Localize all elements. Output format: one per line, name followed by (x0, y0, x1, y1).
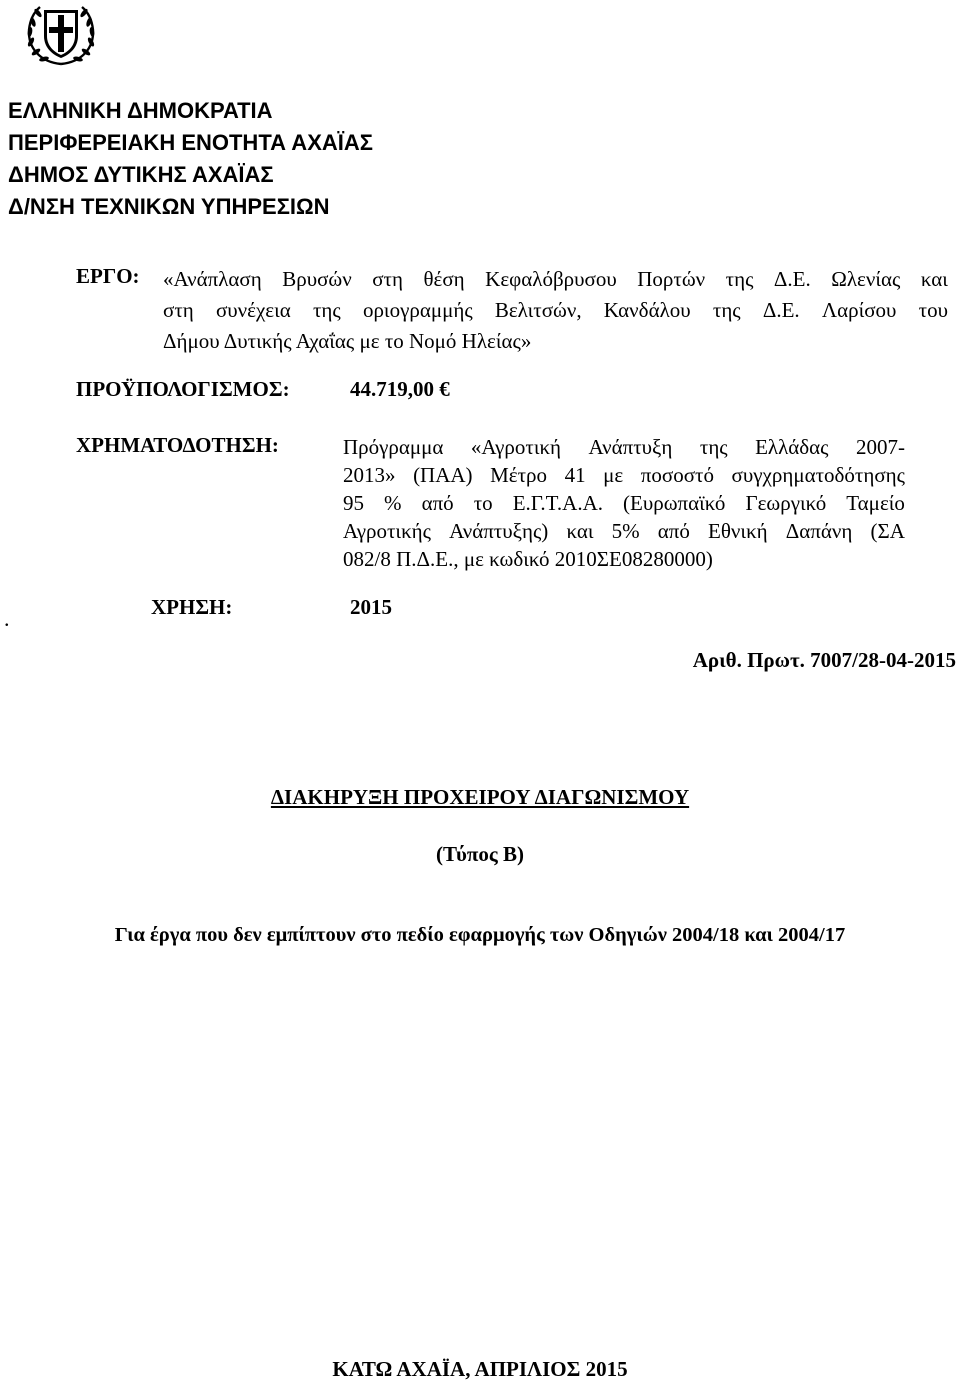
funding-line (343, 489, 905, 517)
word: Ανάπτυξης) (449, 519, 549, 543)
word: Ελλάδας (755, 435, 829, 459)
word: Εθνική (708, 519, 768, 543)
word: Πορτών (637, 267, 706, 291)
funding-line (343, 517, 905, 545)
word: 2007- (855, 435, 905, 459)
project-title (163, 264, 948, 357)
org-line-municipality: ΔΗΜΟΣ ΔΥΤΙΚΗΣ ΑΧΑΪΑΣ (8, 162, 274, 187)
project-line (163, 326, 948, 357)
word: Δ.Ε. (762, 298, 800, 322)
budget-value: 44.719,00 € (350, 377, 450, 401)
funding-line (343, 545, 905, 573)
word: Βελιτσών, (494, 298, 582, 322)
project-line (163, 264, 948, 295)
word: θέση (423, 267, 465, 291)
project-line-text: Δήμου Δυτικής Αχαΐας με το Νομό Ηλείας» (163, 329, 532, 353)
org-line-region: ΠΕΡΙΦΕΡΕΙΑΚΗ ΕΝΟΤΗΤΑ ΑΧΑΪΑΣ (8, 130, 373, 155)
project-label: ΕΡΓΟ: (76, 264, 140, 288)
word: οριογραμμής (362, 298, 473, 322)
word: και (566, 519, 594, 543)
place-date-footer: ΚΑΤΩ ΑΧΑΪΑ, ΑΠΡΙΛΙΟΣ 2015 (332, 1357, 628, 1381)
protocol-number: Αριθ. Πρωτ. 7007/28-04-2015 (692, 648, 956, 672)
word: στη (163, 298, 194, 322)
budget-label: ΠΡΟΫΠΟΛΟΓΙΣΜΟΣ: (76, 377, 290, 401)
word: στη (372, 267, 403, 291)
funding-line (343, 433, 905, 461)
word: (Ευρωπαϊκό (623, 491, 726, 515)
project-line (163, 295, 948, 326)
word: το (473, 491, 493, 515)
word: Βρυσών (282, 267, 352, 291)
word: (ΠΑΑ) (413, 463, 473, 487)
word: της (725, 267, 754, 291)
word: % (384, 491, 402, 515)
document-subtitle: (Τύπος Β) (436, 842, 524, 866)
word: Μέτρο (490, 463, 548, 487)
word: ποσοστό (640, 463, 714, 487)
word: Ταμείο (846, 491, 905, 515)
word: Ανάπτυξη (588, 435, 673, 459)
word: με (603, 463, 624, 487)
funding-label: ΧΡΗΜΑΤΟΔΟΤΗΣΗ: (76, 433, 279, 457)
word: 41 (564, 463, 586, 487)
word: Δ.Ε. (773, 267, 811, 291)
word: Αγροτικής (343, 519, 431, 543)
word: Δαπάνη (785, 519, 853, 543)
word: της (312, 298, 341, 322)
word: της (712, 298, 741, 322)
word: Κεφαλόβρυσου (485, 267, 617, 291)
stray-dot: . (4, 606, 10, 631)
word: 2013» (343, 463, 396, 487)
applicability-note: Για έργα που δεν εμπίπτουν στο πεδίο εφαρμογής των Οδηγιών 2004/18 και 2004/17 (114, 924, 846, 946)
greek-coat-of-arms-icon (22, 2, 100, 68)
funding-line (343, 461, 905, 489)
fiscal-year-label: ΧΡΗΣΗ: (151, 595, 233, 619)
word: της (699, 435, 728, 459)
word: και (920, 267, 948, 291)
word: συνέχεια (215, 298, 291, 322)
word: 5% (611, 519, 640, 543)
word: 95 (343, 491, 364, 515)
word: (ΣΑ (870, 519, 905, 543)
word: Ε.Γ.Τ.Α.Α. (512, 491, 603, 515)
funding-line-text: 082/8 Π.Δ.Ε., με κωδικό 2010ΣΕ08280000) (343, 547, 713, 571)
word: του (918, 298, 948, 322)
organization-header (8, 95, 373, 223)
word: Γεωργικό (745, 491, 827, 515)
word: Λαρίσου (821, 298, 897, 322)
word: «Αγροτική (470, 435, 562, 459)
word: «Ανάπλαση (163, 267, 262, 291)
document-title: ΔΙΑΚΗΡΥΞΗ ΠΡΟΧΕΙΡΟΥ ΔΙΑΓΩΝΙΣΜΟΥ (270, 785, 690, 809)
word: Πρόγραμμα (343, 435, 444, 459)
word: από (421, 491, 454, 515)
word: Ωλενίας (831, 267, 901, 291)
word: από (657, 519, 690, 543)
org-line-department: Δ/ΝΣΗ ΤΕΧΝΙΚΩΝ ΥΠΗΡΕΣΙΩΝ (8, 194, 330, 219)
org-line-country: ΕΛΛΗΝΙΚΗ ΔΗΜΟΚΡΑΤΙΑ (8, 98, 273, 123)
word: Κανδάλου (603, 298, 691, 322)
funding-text (343, 433, 905, 573)
fiscal-year-value: 2015 (350, 595, 392, 619)
word: συγχρηματοδότησης (731, 463, 905, 487)
